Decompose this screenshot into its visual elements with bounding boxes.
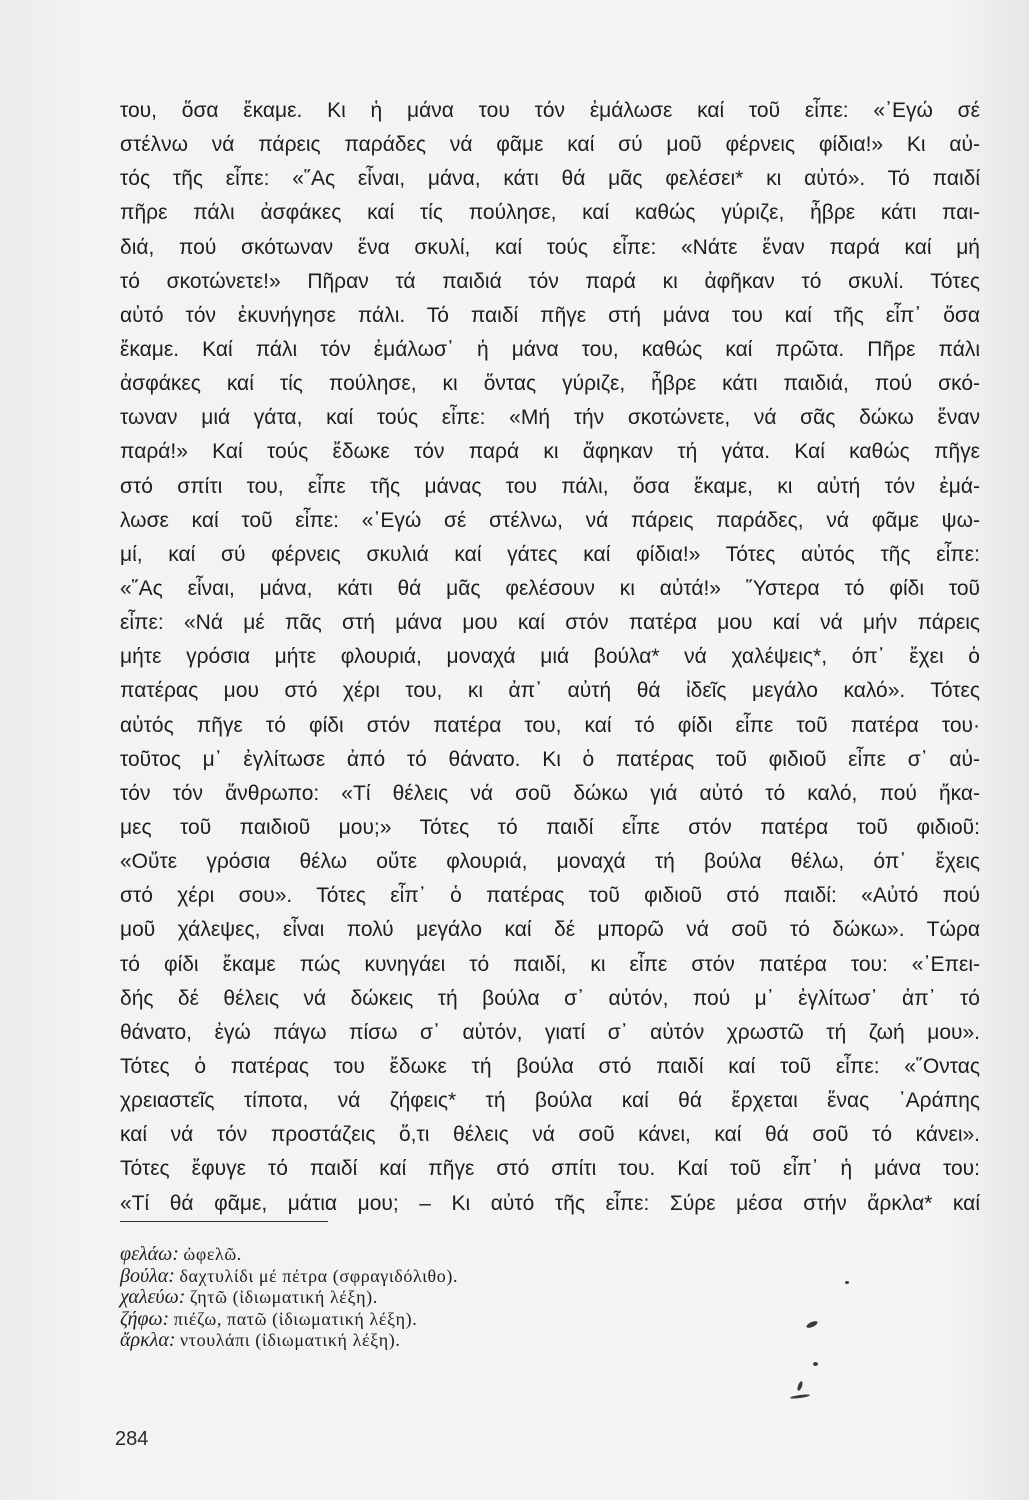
- text-line: τωναν μιά γάτα, καί τούς εἶπε: «Μή τήν σκοτώνετε, νά σᾶς δώκω ἕναν: [120, 406, 980, 430]
- footnote-term: βούλα:: [120, 1264, 175, 1287]
- footnote-term: φελάω:: [120, 1243, 179, 1265]
- text-line: ἔκαμε. Καί πάλι τόν ἐμάλωσ᾽ ἡ μάνα του, καθώς καί πρῶτα. Πῆρε πάλι: [120, 337, 980, 361]
- body-text: [120, 94, 980, 1221]
- footnote-definition: πιέζω, πατῶ (ἰδιωματική λέξη).: [173, 1308, 418, 1329]
- text-line: τό σκοτώνετε!» Πῆραν τά παιδιά τόν παρά κι ἀφῆκαν τό σκυλί. Τότες: [120, 269, 980, 293]
- footnote: [120, 1287, 820, 1309]
- text-line: στό χέρι σου». Τότες εἶπ᾽ ὁ πατέρας τοῦ φιδιοῦ στό παιδί: «Αὐτό πού: [120, 884, 980, 908]
- text-line: διά, πού σκότωναν ἕνα σκυλί, καί τούς εἶπε: «Νάτε ἕναν παρά καί μή: [120, 235, 980, 259]
- scan-speck: [790, 1394, 810, 1400]
- text-line: τόν τόν ἄνθρωπο: «Τί θέλεις νά σοῦ δώκω γιά αὐτό τό καλό, πού ἤκα-: [120, 781, 980, 805]
- text-line: του, ὅσα ἔκαμε. Κι ἡ μάνα του τόν ἐμάλωσε καί τοῦ εἶπε: «᾽Εγώ σέ: [120, 99, 980, 122]
- text-line: Τότες ὁ πατέρας του ἔδωκε τή βούλα στό παιδί καί τοῦ εἶπε: «῞Οντας: [120, 1054, 980, 1078]
- text-line: μες τοῦ παιδιοῦ μου;» Τότες τό παιδί εἶπε στόν πατέρα τοῦ φιδιοῦ:: [120, 815, 980, 839]
- text-line: μοῦ χάλεψες, εἶναι πολύ μεγάλο καί δέ μπορῶ νά σοῦ τό δώκω». Τώρα: [120, 918, 980, 942]
- footnote-definition: ὠφελῶ.: [183, 1244, 242, 1264]
- text-line: χρειαστεῖς τίποτα, νά ζήφεις* τή βούλα καί θά ἔρχεται ἕνας ᾽Αράπης: [120, 1089, 980, 1113]
- text-line: δής δέ θέλεις νά δώκεις τή βούλα σ᾽ αὐτόν, πού μ᾽ ἐγλίτωσ᾽ ἀπ᾽ τό: [120, 986, 980, 1010]
- text-line: πατέρας μου στό χέρι του, κι ἀπ᾽ αὐτή θά ἰδεῖς μεγάλο καλό». Τότες: [120, 679, 980, 703]
- text-line: «Τί θά φᾶμε, μάτια μου; – Κι αὐτό τῆς εἶπε: Σύρε μέσα στήν ἄρκλα* καί: [120, 1191, 980, 1215]
- text-line: παρά!» Καί τούς ἔδωκε τόν παρά κι ἄφηκαν τή γάτα. Καί καθώς πῆγε: [120, 440, 980, 464]
- footnote-definition: ζητῶ (ἰδιωματική λέξη).: [189, 1287, 378, 1307]
- footnote-definition: δαχτυλίδι μέ πέτρα (σφραγιδόλιθο).: [179, 1265, 459, 1286]
- text-line: τοῦτος μ᾽ ἐγλίτωσε ἀπό τό θάνατο. Κι ὁ πατέρας τοῦ φιδιοῦ εἶπε σ᾽ αὐ-: [120, 747, 980, 771]
- text-line: καί νά τόν προστάζεις ὅ,τι θέλεις νά σοῦ κάνει, καί θά σοῦ τό κάνει».: [120, 1123, 980, 1147]
- scan-speck: [796, 1381, 803, 1392]
- footnote-term: ἄρκλα:: [120, 1329, 176, 1351]
- text-line: «῞Ας εἶναι, μάνα, κάτι θά μᾶς φελέσουν κι αὐτά!» ῞Υστερα τό φίδι τοῦ: [120, 576, 980, 600]
- footnote: [120, 1309, 820, 1331]
- text-line: πῆρε πάλι ἀσφάκες καί τίς πούλησε, καί καθώς γύριζε, ἦβρε κάτι παι-: [120, 201, 980, 225]
- text-line: Τότες ἔφυγε τό παιδί καί πῆγε στό σπίτι του. Καί τοῦ εἶπ᾽ ἡ μάνα του:: [120, 1157, 980, 1181]
- footnote: [120, 1330, 820, 1352]
- text-line: ἀσφάκες καί τίς πούλησε, κι ὅντας γύριζε, ἦβρε κάτι παιδιά, πού σκό-: [120, 372, 980, 396]
- text-line: στέλνω νά πάρεις παράδες νά φᾶμε καί σύ μοῦ φέρνεις φίδια!» Κι αὐ-: [120, 133, 980, 157]
- text-line: στό σπίτι του, εἶπε τῆς μάνας του πάλι, ὅσα ἔκαμε, κι αὐτή τόν ἐμά-: [120, 474, 980, 498]
- text-line: μήτε γρόσια μήτε φλουριά, μοναχά μιά βούλα* νά χαλέψεις*, όπ᾽ ἔχει ὁ: [120, 645, 980, 669]
- text-line: αὐτός πῆγε τό φίδι στόν πατέρα του, καί τό φίδι εἶπε τοῦ πατέρα του·: [120, 713, 980, 737]
- page-number: 284: [115, 1428, 149, 1450]
- footnote-definition: ντουλάπι (ἰδιωματική λέξη).: [180, 1330, 401, 1350]
- footnote-term: χαλεύω:: [120, 1286, 186, 1308]
- text-line: τό φίδι ἔκαμε πώς κυνηγάει τό παιδί, κι εἶπε στόν πατέρα του: «᾽Επει-: [120, 952, 980, 976]
- footnote: [120, 1244, 820, 1266]
- text-line: αὐτό τόν ἐκυνήγησε πάλι. Τό παιδί πῆγε στή μάνα του καί τῆς εἶπ᾽ ὅσα: [120, 303, 980, 327]
- footnote: [120, 1266, 820, 1288]
- scan-speck: [845, 1281, 849, 1284]
- text-line: θάνατο, ἐγώ πάγω πίσω σ᾽ αὐτόν, γιατί σ᾽ αὐτόν χρωστῶ τή ζωή μου».: [120, 1020, 980, 1044]
- text-line: εἶπε: «Νά μέ πᾶς στή μάνα μου καί στόν πατέρα μου καί νά μήν πάρεις: [120, 611, 980, 635]
- scan-speck: [813, 1362, 818, 1366]
- text-line: τός τῆς εἶπε: «῞Ας εἶναι, μάνα, κάτι θά μᾶς φελέσει* κι αὐτό». Τό παιδί: [120, 167, 980, 191]
- text-line: μί, καί σύ φέρνεις σκυλιά καί γάτες καί φίδια!» Τότες αὐτός τῆς εἶπε:: [120, 542, 980, 566]
- footnotes: [120, 1244, 820, 1352]
- footnote-separator: [120, 1221, 328, 1222]
- text-line: λωσε καί τοῦ εἶπε: «᾽Εγώ σέ στέλνω, νά πάρεις παράδες, νά φᾶμε ψω-: [120, 508, 980, 532]
- footnote-term: ζήφω:: [120, 1307, 170, 1330]
- text-line: «Οὔτε γρόσια θέλω οὔτε φλουριά, μοναχά τή βούλα θέλω, όπ᾽ ἔχεις: [120, 850, 980, 874]
